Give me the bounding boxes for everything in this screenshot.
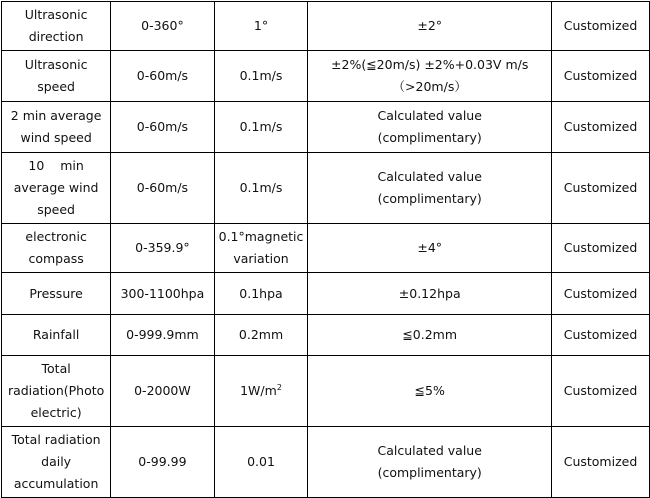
parameter-name-cell — [2, 427, 111, 498]
resolution-cell — [214, 427, 308, 498]
accuracy-cell — [308, 356, 552, 427]
cell-text: Pressure — [29, 285, 83, 301]
cell-text: speed — [37, 79, 75, 94]
table-row — [2, 224, 650, 273]
cell-text: Ultrasonic — [24, 7, 88, 22]
cell-text: 0-99.99 — [138, 454, 187, 469]
parameter-name-cell — [2, 102, 111, 153]
resolution-cell — [214, 356, 308, 427]
range-cell — [111, 153, 214, 224]
cell-text: ≦5% — [414, 383, 445, 398]
table-row — [2, 102, 650, 153]
cell-text: Rainfall — [32, 327, 80, 342]
cell-text: （>20m/s） — [392, 79, 467, 94]
parameter-name-cell — [2, 2, 111, 51]
cell-text: 2 min average — [10, 108, 102, 123]
cell-text: variation — [233, 251, 289, 266]
cell-text: 1W/ — [240, 383, 265, 398]
cell-text: Customized — [563, 454, 638, 469]
cell-text: daily — [41, 454, 72, 469]
option-cell — [552, 51, 650, 102]
parameter-name-cell — [2, 356, 111, 427]
parameter-name-cell — [2, 51, 111, 102]
cell-text: electric) — [30, 405, 82, 420]
cell-text: radiation(Photo — [7, 383, 105, 398]
cell-text: 0-359.9° — [135, 240, 190, 255]
accuracy-cell — [308, 153, 552, 224]
cell-text: 0-2000W — [134, 383, 191, 398]
accuracy-cell — [308, 102, 552, 153]
option-cell — [552, 2, 650, 51]
cell-text: speed — [37, 202, 75, 217]
cell-text: Calculated value — [377, 169, 482, 184]
accuracy-cell — [308, 427, 552, 498]
cell-text: accumulation — [13, 476, 99, 491]
option-cell — [552, 273, 650, 315]
resolution-cell — [214, 153, 308, 224]
cell-text: Customized — [563, 327, 638, 342]
option-cell — [552, 224, 650, 273]
cell-text: ≦0.2mm — [402, 327, 458, 342]
parameter-name-cell — [2, 224, 111, 273]
range-cell — [111, 2, 214, 51]
cell-text: Total radiation — [11, 432, 101, 447]
resolution-cell — [214, 102, 308, 153]
range-cell — [111, 51, 214, 102]
cell-text: Total — [41, 361, 71, 376]
cell-text: 0-60m/s — [136, 180, 189, 195]
cell-text: ±0.12hpa — [398, 285, 461, 301]
cell-text: direction — [28, 29, 84, 44]
resolution-cell — [214, 2, 308, 51]
unit-text: m — [264, 383, 277, 398]
cell-text: compass — [28, 251, 84, 266]
cell-text: 0.1m/s — [239, 180, 283, 195]
cell-text: Ultrasonic — [24, 57, 88, 72]
cell-text: Customized — [563, 18, 638, 33]
cell-text: 0.01 — [247, 454, 275, 469]
cell-text: average wind — [13, 180, 99, 195]
cell-text: 0.1°magnetic — [218, 229, 304, 244]
range-cell — [111, 427, 214, 498]
resolution-cell — [214, 315, 308, 356]
accuracy-cell — [308, 224, 552, 273]
cell-text: electronic — [25, 229, 87, 244]
accuracy-cell — [308, 315, 552, 356]
cell-text: (complimentary) — [377, 191, 482, 206]
cell-text: Customized — [563, 383, 638, 398]
parameter-name-cell — [2, 273, 111, 315]
range-cell — [111, 315, 214, 356]
range-cell — [111, 273, 214, 315]
cell-text: 0-60m/s — [136, 68, 189, 83]
option-cell — [552, 153, 650, 224]
cell-text: 0-999.9mm — [126, 327, 199, 342]
cell-text: 0.1m/s — [239, 68, 283, 83]
cell-text: Customized — [563, 180, 638, 195]
option-cell — [552, 427, 650, 498]
cell-text: 0.2mm — [238, 327, 284, 342]
table-row — [2, 315, 650, 356]
cell-text: 0.1m/s — [239, 119, 283, 134]
cell-text: 0.1hpa — [239, 285, 283, 301]
range-cell — [111, 356, 214, 427]
cell-text: ±4° — [417, 240, 443, 255]
spec-table — [1, 1, 650, 498]
range-cell — [111, 102, 214, 153]
table-row — [2, 153, 650, 224]
table-row — [2, 51, 650, 102]
option-cell — [552, 356, 650, 427]
cell-text: Customized — [563, 285, 638, 301]
parameter-name-cell — [2, 153, 111, 224]
table-row — [2, 2, 650, 51]
cell-text: Calculated value — [377, 108, 482, 123]
cell-text: (complimentary) — [377, 130, 482, 145]
cell-text: 1° — [253, 18, 269, 33]
option-cell — [552, 315, 650, 356]
cell-text: wind speed — [20, 130, 92, 145]
cell-text: 0-360° — [141, 18, 184, 33]
cell-text: ±2%(≦20m/s) ±2%+0.03V m/s — [331, 57, 529, 72]
table-row — [2, 427, 650, 498]
accuracy-cell — [308, 2, 552, 51]
cell-text: (complimentary) — [377, 465, 482, 480]
cell-text: Customized — [563, 68, 638, 83]
accuracy-cell — [308, 51, 552, 102]
cell-text: 300-1100hpa — [120, 285, 205, 301]
cell-text: 10 min — [28, 158, 84, 173]
cell-text: ±2° — [417, 18, 443, 33]
cell-text: Calculated value — [377, 443, 482, 458]
unit-exponent: 2 — [276, 382, 282, 392]
cell-text: 0-60m/s — [136, 119, 189, 134]
range-cell — [111, 224, 214, 273]
cell-text: Customized — [563, 240, 638, 255]
parameter-name-cell — [2, 315, 111, 356]
resolution-cell — [214, 224, 308, 273]
cell-text: Customized — [563, 119, 638, 134]
resolution-cell — [214, 273, 308, 315]
resolution-cell — [214, 51, 308, 102]
option-cell — [552, 102, 650, 153]
table-row — [2, 273, 650, 315]
table-row — [2, 356, 650, 427]
accuracy-cell — [308, 273, 552, 315]
